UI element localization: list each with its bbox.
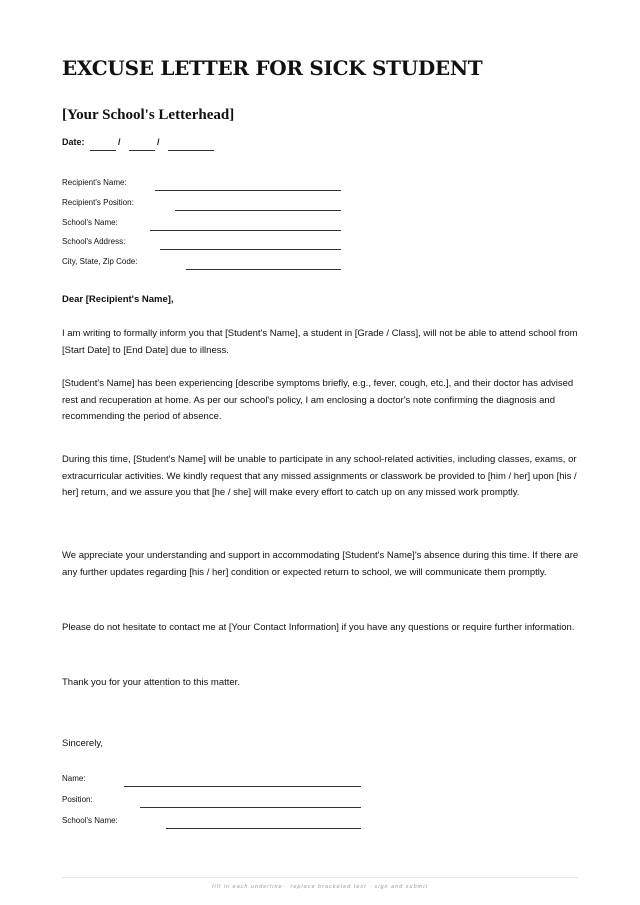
signature-position-field[interactable] <box>140 807 361 808</box>
recipient-name-field[interactable] <box>155 190 341 191</box>
footer-divider <box>62 877 578 878</box>
salutation: Dear [Recipient's Name], <box>62 294 174 305</box>
recipient-name-label: Recipient's Name: <box>62 178 127 187</box>
closing: Sincerely, <box>62 738 104 749</box>
city-state-zip-field[interactable] <box>186 269 341 270</box>
footer-note: fill in each underline · replace bracketed text · sign and submit <box>211 884 429 890</box>
recipient-position-field[interactable] <box>175 210 341 211</box>
school-name-field[interactable] <box>150 230 341 231</box>
body-paragraph: Please do not hesitate to contact me at [Your Contact Information] if you have any questions or require further information. <box>62 622 575 633</box>
body-paragraph: I am writing to formally inform you that [Student's Name], a student in [Grade / Class], will not be able to attend school from [Start Date] to [End Date] due to illness. <box>62 328 578 356</box>
date-day-field[interactable] <box>90 150 116 151</box>
date-month-field[interactable] <box>129 150 155 151</box>
document-title: EXCUSE LETTER FOR SICK STUDENT <box>62 56 483 80</box>
school-address-label: School's Address: <box>62 237 126 246</box>
body-paragraph: During this time, [Student's Name] will be unable to participate in any school-related activities, including classes, exams, or extracurricular activities. We kindly request that any missed assignments or classwork be provided to [him / her] upon [his / her] return, and we assure you that [he / she] will make every effort to catch up on any missed work promptly. <box>62 454 577 498</box>
letterhead-placeholder: [Your School's Letterhead] <box>62 107 235 123</box>
body-paragraph: [Student's Name] has been experiencing [describe symptoms briefly, e.g., fever, cough, etc.], and their doctor has advised rest and recuperation at home. As per our school's policy, I am enclosing a doctor's note confirming the diagnosis and recommending the period of absence. <box>62 378 574 422</box>
date-label: Date: <box>62 137 85 147</box>
body-paragraph: We appreciate your understanding and support in accommodating [Student's Name]'s absence during this time. If there are any further updates regarding [his / her] condition or expected return to school, we will communicate them promptly. <box>62 550 579 578</box>
date-separator: / <box>157 137 160 147</box>
signature-name-label: Name: <box>62 774 86 783</box>
body-paragraph: Thank you for your attention to this matter. <box>62 677 240 688</box>
school-address-field[interactable] <box>160 249 341 250</box>
signature-position-label: Position: <box>62 795 93 804</box>
signature-name-field[interactable] <box>124 786 361 787</box>
signature-school-field[interactable] <box>166 828 361 829</box>
city-state-zip-label: City, State, Zip Code: <box>62 257 138 266</box>
date-separator: / <box>118 137 121 147</box>
recipient-position-label: Recipient's Position: <box>62 198 134 207</box>
school-name-label: School's Name: <box>62 218 118 227</box>
date-row <box>62 136 262 152</box>
signature-school-label: School's Name: <box>62 816 118 825</box>
date-year-field[interactable] <box>168 150 214 151</box>
